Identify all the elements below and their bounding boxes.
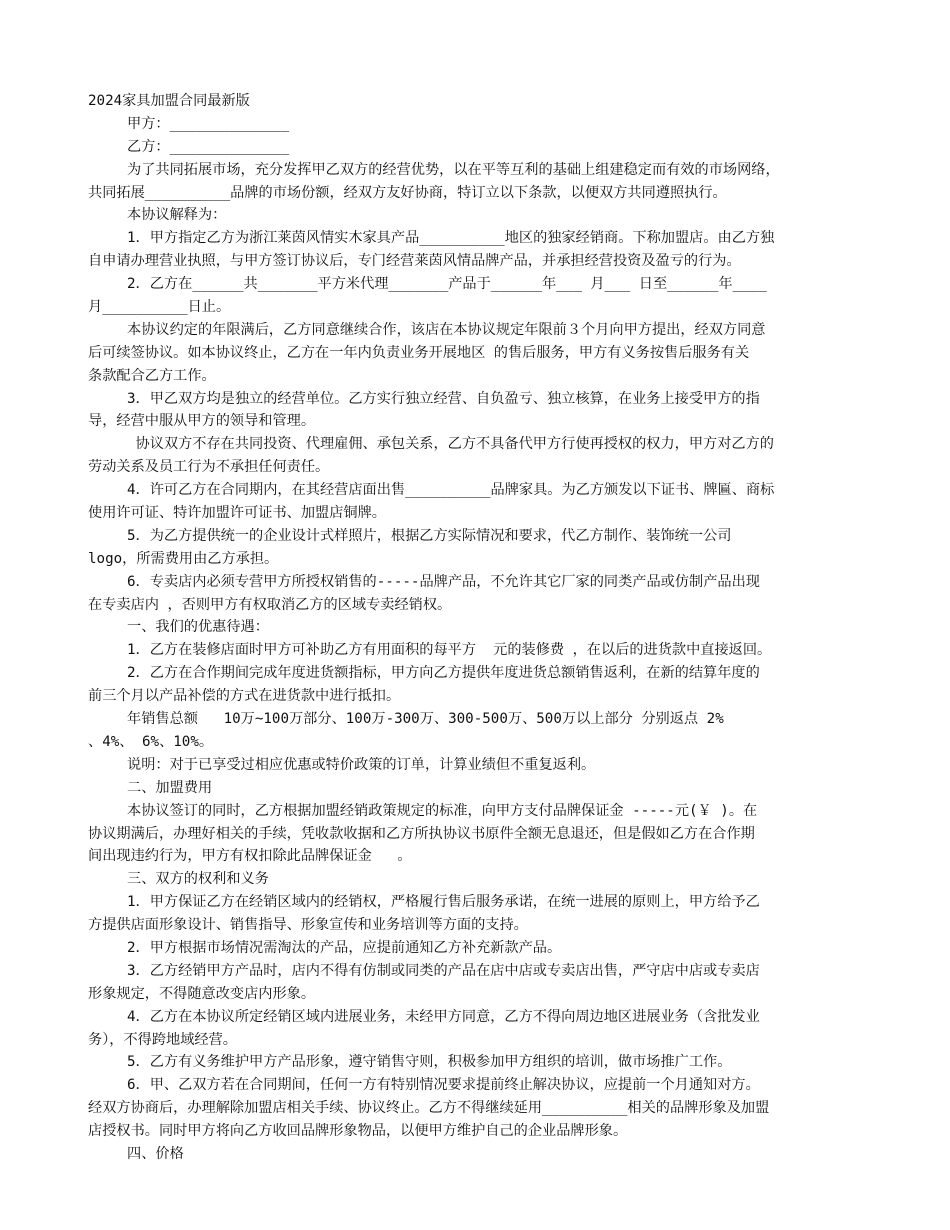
text-line: 二、加盟费用 (127, 779, 213, 796)
text-line: 为了共同拓展市场，充分发挥甲乙双方的经营优势，以在平等互利的基础上组建稳定而有效的市场网络， (127, 161, 780, 178)
text-line: 2．乙方在______共_______平方米代理_______产品于______年___ 月___ 日至______年____ (127, 276, 767, 293)
text-line: 5．为乙方提供统一的企业设计式样照片，根据乙方实际情况和要求，代乙方制作、装饰统一公司 (127, 527, 732, 544)
document-page (88, 90, 863, 1166)
text-line: 4．乙方在本协议所定经销区域内进展业务，未经甲方同意，乙方不得向周边地区进展业务（含批发业 (127, 1008, 760, 1025)
text-line: 条款配合乙方工作。 (88, 367, 216, 384)
text-line: 后可续签协议。如本协议终止，乙方在一年内负责业务开展地区 的售后服务，甲方有义务按售后服务有关 (88, 344, 750, 361)
text-line: 2．甲方根据市场情况需淘汰的产品，应提前通知乙方补充新款产品。 (127, 939, 562, 956)
text-line: logo，所需费用由乙方承担。 (88, 550, 279, 567)
text-line: 本协议约定的年限满后，乙方同意继续合作，该店在本协议规定年限前３个月向甲方提出，经双方同意 (127, 321, 766, 338)
text-line: 店授权书。同时甲方将向乙方收回品牌形象物品，以便甲方维护自己的企业品牌形象。 (88, 1123, 628, 1140)
text-line: 本协议签订的同时，乙方根据加盟经销政策规定的标准，向甲方支付品牌保证金 -----元(￥ )。在 (127, 802, 758, 819)
text-line: 协议双方不存在共同投资、代理雇佣、承包关系，乙方不具备代甲方行使再授权的权力，甲方对乙方的 (127, 436, 774, 453)
text-line: 使用许可证、特许加盟许可证书、加盟店铜牌。 (88, 505, 386, 522)
text-line: 、4%、 6%、10%。 (88, 733, 214, 750)
text-line: 说明：对于已享受过相应优惠或特价政策的订单，计算业绩但不重复返利。 (127, 756, 596, 773)
text-line: 一、我们的优惠待遇： (127, 619, 269, 636)
text-line: 间出现违约行为，甲方有权扣除此品牌保证金 。 (88, 848, 412, 865)
text-line: 2．乙方在合作期间完成年度进货额指标，甲方向乙方提供年度进货总额销售返利，在新的结算年度的 (127, 665, 760, 682)
text-line: 形象规定，不得随意改变店内形象。 (88, 985, 316, 1002)
text-line: 共同拓展__________品牌的市场份额，经双方友好协商，特订立以下条款，以便双方共同遵照执行。 (88, 184, 727, 201)
text-line: 劳动关系及员工行为不承担任何责任。 (88, 459, 330, 476)
text-line: 3．甲乙双方均是独立的经营单位。乙方实行独立经营、自负盈亏、独立核算，在业务上接受甲方的指 (127, 390, 760, 407)
text-line: 5．乙方有义务维护甲方产品形象，遵守销售守则，积极参加甲方组织的培训，做市场推广工作。 (127, 1054, 732, 1071)
document-body (88, 113, 863, 1166)
text-line: 四、价格 (127, 1145, 184, 1162)
text-line: 1．乙方在装修店面时甲方可补助乙方有用面积的每平方 元的装修费 ，在以后的进货款中直接返回。 (127, 642, 772, 659)
text-line: 导，经营中服从甲方的领导和管理。 (88, 413, 316, 430)
text-line: 6．甲、乙双方若在合同期间，任何一方有特别情况要求提前终止解决协议，应提前一个月通知对方。 (127, 1077, 760, 1094)
text-line: 6．专卖店内必须专营甲方所授权销售的-----品牌产品，不允许其它厂家的同类产品或仿制产品出现 (127, 573, 760, 590)
text-line: 年销售总额 10万~100万部分、100万-300万、300-500万、500万以上部分 分别返点 2% (127, 711, 724, 728)
text-line: 1．甲方指定乙方为浙江莱茵风情实木家具产品__________地区的独家经销商。下称加盟店。由乙方独 (127, 230, 775, 247)
text-line: 前三个月以产品补偿的方式在进货款中进行抵扣。 (88, 688, 401, 705)
document-title: 2024家具加盟合同最新版 (88, 93, 250, 109)
text-line: 三、双方的权利和义务 (127, 871, 269, 888)
text-line: 务），不得跨地域经营。 (88, 1031, 237, 1048)
text-line: 甲方：______________ (127, 115, 290, 132)
text-line: 4．许可乙方在合同期内，在其经营店面出售__________品牌家具。为乙方颁发以下证书、牌匾、商标 (127, 482, 775, 499)
text-line: 在专卖店内 ，否则甲方有权取消乙方的区域专卖经销权。 (88, 596, 452, 613)
text-line: 协议期满后，办理好相关的手续，凭收款收据和乙方所执协议书原件全额无息退还，但是假如乙方在合作期 (88, 825, 755, 842)
text-line: 1．甲方保证乙方在经销区域内的经销权，严格履行售后服务承诺，在统一进展的原则上，甲方给予乙 (127, 894, 760, 911)
text-line: 本协议解释为： (127, 207, 227, 224)
text-line: 经双方协商后，办理解除加盟店相关手续、协议终止。乙方不得继续延用__________相关的品牌形象及加盟 (88, 1100, 770, 1117)
text-line: 自申请办理营业执照，与甲方签订协议后，专门经营莱茵风情品牌产品，并承担经营投资及盈亏的行为。 (88, 253, 741, 270)
text-line: 方提供店面形象设计、销售指导、形象宣传和业务培训等方面的支持。 (88, 917, 528, 934)
text-line: 乙方：______________ (127, 138, 290, 155)
text-line: 月__________日止。 (88, 299, 231, 316)
text-line: 3．乙方经销甲方产品时，店内不得有仿制或同类的产品在店中店或专卖店出售，严守店中店或专卖店 (127, 962, 760, 979)
